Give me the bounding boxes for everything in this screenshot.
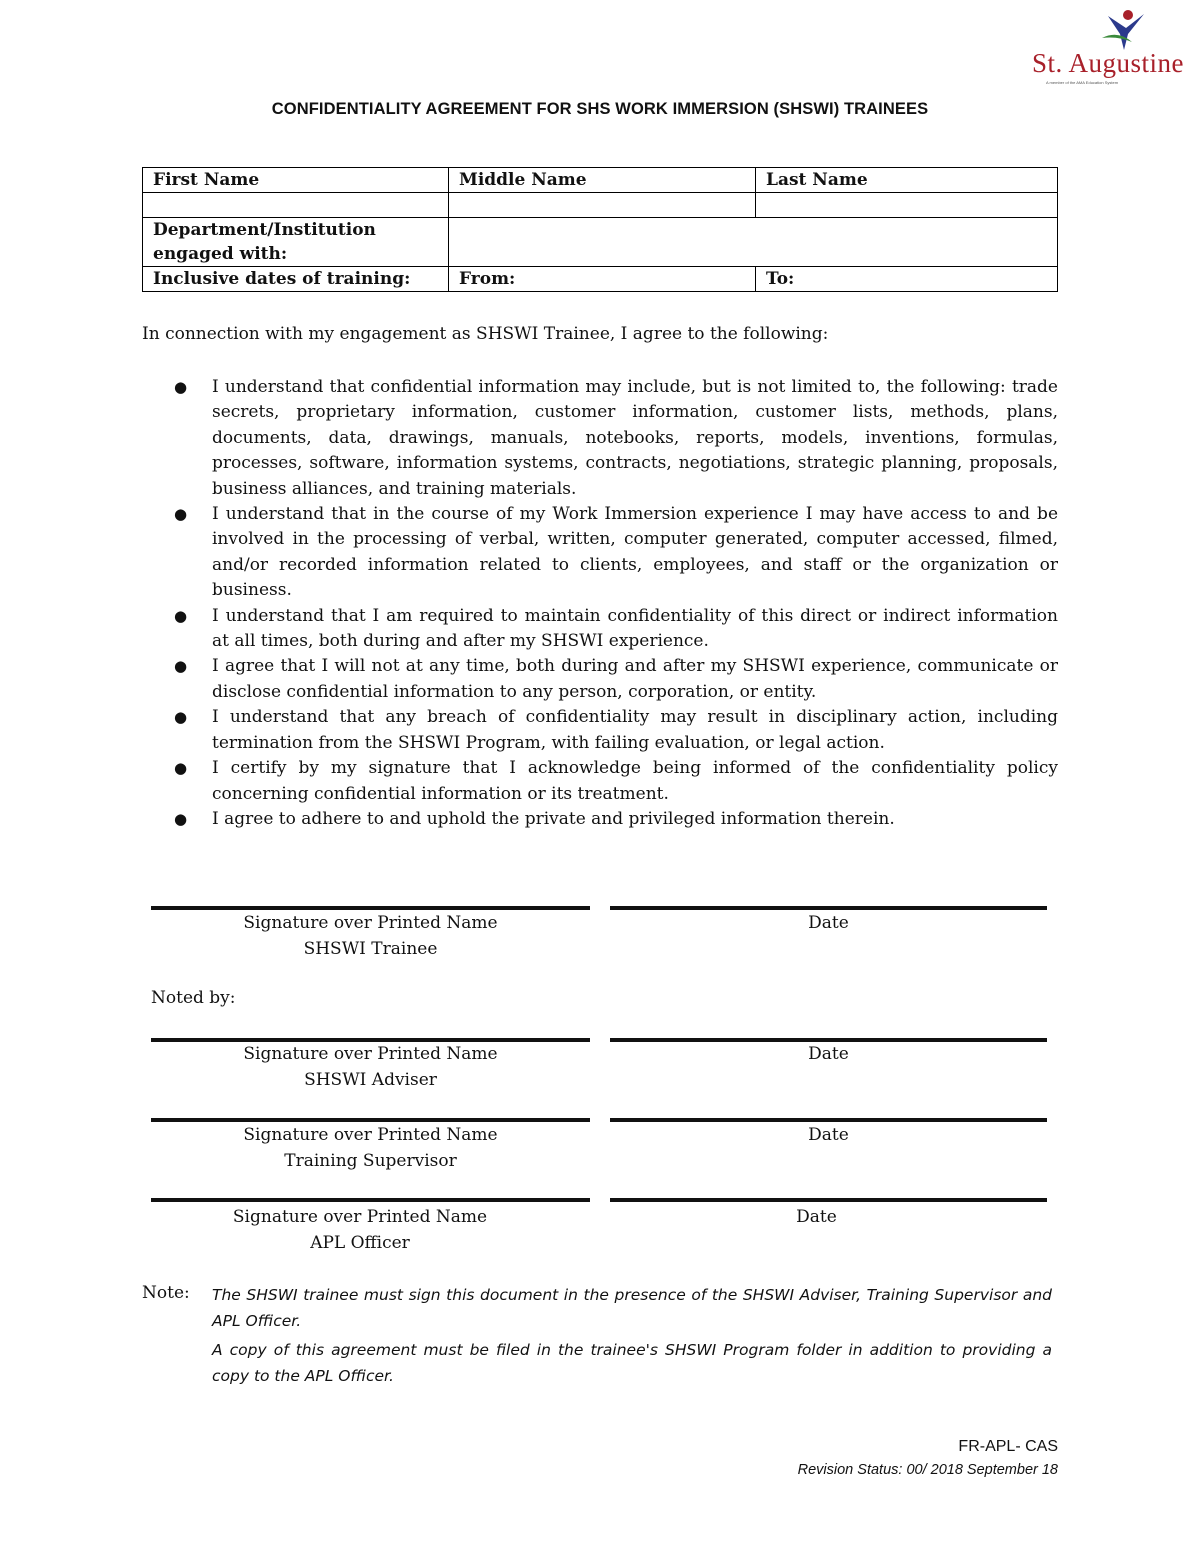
dates-label: Inclusive dates of training:	[143, 267, 449, 292]
list-item	[142, 705, 1058, 756]
list-item	[142, 604, 1058, 655]
from-field[interactable]: From:	[449, 267, 756, 292]
list-item	[142, 756, 1058, 807]
adviser-role-label: SHSWI Adviser	[304, 1069, 437, 1090]
trainee-signature-caption	[151, 911, 590, 962]
note-label: Note:	[142, 1283, 190, 1303]
term-text: I understand that in the course of my Work Immersion experience I may have access to and be involved in the processing of verbal, written, computer generated, computer accessed, filmed, and/or recorded information related to clients, employees, and staff or the organization or business.	[212, 504, 1058, 601]
apl-signature-caption	[130, 1205, 590, 1256]
last-name-label: Last Name	[756, 168, 1058, 193]
signature-label: Signature over Printed Name	[243, 1125, 498, 1145]
school-logo	[1028, 8, 1183, 88]
first-name-label: First Name	[143, 168, 449, 193]
department-label	[143, 218, 449, 267]
logo-figure-icon	[1088, 8, 1148, 53]
list-item	[142, 502, 1058, 604]
list-item	[142, 375, 1058, 502]
apl-role-label: APL Officer	[310, 1232, 410, 1253]
apl-date-line[interactable]	[610, 1198, 1047, 1202]
department-label-line1: Department/Institution	[153, 220, 376, 240]
note-paragraph-1: The SHSWI trainee must sign this document in the presence of the SHSWI Adviser, Training Supervisor and APL Officer.	[212, 1286, 1052, 1330]
signature-label: Signature over Printed Name	[232, 1207, 488, 1227]
term-text: I understand that any breach of confidentiality may result in disciplinary action, including termination from the SHSWI Program, with failing evaluation, or legal action.	[212, 707, 1058, 753]
middle-name-field[interactable]	[449, 193, 756, 218]
noted-by-label: Noted by:	[151, 988, 236, 1008]
adviser-date-caption: Date	[808, 1044, 849, 1064]
bullet-icon: ●	[174, 378, 188, 396]
trainee-date-line[interactable]	[610, 906, 1047, 910]
signature-label: Signature over Printed Name	[243, 1044, 498, 1064]
bullet-icon: ●	[174, 505, 188, 524]
logo-tagline: A member of the AMA Education System	[1046, 80, 1119, 85]
note-paragraph-2: A copy of this agreement must be filed in the trainee's SHSWI Program folder in addition to providing a copy to the APL Officer.	[212, 1341, 1052, 1385]
list-item	[142, 807, 1058, 832]
revision-status: Revision Status: 00/ 2018 September 18	[797, 1462, 1058, 1478]
department-field[interactable]	[449, 218, 1058, 267]
adviser-signature-caption	[151, 1042, 590, 1093]
term-text: I agree that I will not at any time, both during and after my SHSWI experience, communicate or disclose confidential information to any person, corporation, or entity.	[212, 656, 1058, 702]
supervisor-date-caption: Date	[808, 1125, 849, 1145]
signature-label: Signature over Printed Name	[243, 913, 498, 933]
term-text: I understand that confidential information may include, but is not limited to, the following: trade secrets, proprietary information, customer information, customer lists, methods, plans, documents, data, drawings, manuals, notebooks, reports, models, inventions, formulas, processes, software, information systems, contracts, negotiations, strategic planning, proposals, business alliances, and training materials.	[212, 377, 1058, 499]
supervisor-role-label: Training Supervisor	[284, 1150, 457, 1171]
form-code: FR-APL- CAS	[958, 1438, 1058, 1455]
bullet-icon: ●	[174, 606, 188, 625]
supervisor-signature-line[interactable]	[151, 1118, 590, 1122]
last-name-field[interactable]	[756, 193, 1058, 218]
first-name-field[interactable]	[143, 193, 449, 218]
trainee-date-caption: Date	[808, 913, 849, 933]
department-label-line2: engaged with:	[153, 244, 288, 264]
intro-text: In connection with my engagement as SHSWI Trainee, I agree to the following:	[142, 324, 829, 344]
logo-wordmark: St. Augustine	[1032, 48, 1185, 78]
to-field[interactable]: To:	[756, 267, 1058, 292]
apl-date-caption: Date	[796, 1207, 837, 1227]
bullet-icon: ●	[174, 657, 188, 676]
bullet-icon: ●	[174, 759, 188, 778]
supervisor-date-line[interactable]	[610, 1118, 1047, 1122]
supervisor-signature-caption	[151, 1123, 590, 1174]
list-item	[142, 654, 1058, 705]
trainee-info-table	[142, 167, 1058, 292]
middle-name-label: Middle Name	[449, 168, 756, 193]
term-text: I agree to adhere to and uphold the private and privileged information therein.	[212, 808, 895, 829]
document-title: CONFIDENTIALITY AGREEMENT FOR SHS WORK IMMERSION (SHSWI) TRAINEES	[271, 100, 929, 118]
term-text: I certify by my signature that I acknowledge being informed of the confidentiality policy concerning confidential information or its treatment.	[212, 758, 1058, 804]
apl-signature-line[interactable]	[151, 1198, 590, 1202]
trainee-role-label: SHSWI Trainee	[303, 938, 438, 959]
bullet-icon: ●	[174, 809, 188, 828]
bullet-icon: ●	[174, 708, 188, 727]
trainee-signature-line[interactable]	[151, 906, 590, 910]
terms-list	[142, 375, 1058, 832]
term-text: I understand that I am required to maintain confidentiality of this direct or indirect information at all times, both during and after my SHSWI experience.	[212, 605, 1058, 652]
